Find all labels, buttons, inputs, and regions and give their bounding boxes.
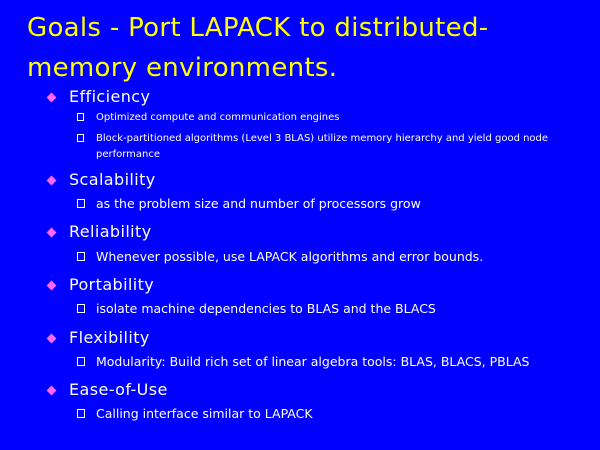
box-bullet-icon	[77, 304, 85, 313]
diamond-bullet-icon	[47, 228, 57, 238]
box-bullet-icon	[77, 199, 85, 208]
box-bullet-icon	[77, 113, 84, 121]
bullet-label: Portability	[69, 275, 155, 294]
bullet-label: Ease-of-Use	[69, 380, 168, 399]
box-bullet-icon	[77, 409, 85, 418]
sub-bullet-label: as the problem size and number of processors grow	[96, 196, 421, 211]
diamond-bullet-icon	[47, 281, 57, 291]
bullet-label: Reliability	[69, 222, 152, 241]
diamond-bullet-icon	[47, 334, 57, 344]
slide-title: Goals - Port LAPACK to distributed-memory environments.	[27, 13, 489, 83]
sub-bullet-label: Block-partitioned algorithms (Level 3 BLAS) utilize memory hierarchy and yield good node	[96, 133, 549, 144]
bullet-label: Flexibility	[69, 328, 150, 347]
box-bullet-icon	[77, 357, 85, 366]
sub-bullet-continuation: performance	[96, 149, 161, 160]
sub-bullet-label: Calling interface similar to LAPACK	[96, 406, 313, 421]
sub-bullet-label: isolate machine dependencies to BLAS and the BLACS	[96, 301, 436, 316]
sub-bullet-label: Optimized compute and communication engines	[96, 112, 340, 123]
bullet-label: Scalability	[69, 170, 156, 189]
diamond-bullet-icon	[47, 93, 57, 103]
bullet-label: Efficiency	[69, 87, 151, 106]
box-bullet-icon	[77, 252, 85, 261]
sub-bullet-label: Modularity: Build rich set of linear algebra tools: BLAS, BLACS, PBLAS	[96, 354, 530, 369]
diamond-bullet-icon	[47, 386, 57, 396]
diamond-bullet-icon	[47, 176, 57, 186]
sub-bullet-label: Whenever possible, use LAPACK algorithms and error bounds.	[96, 249, 484, 264]
box-bullet-icon	[77, 134, 84, 142]
